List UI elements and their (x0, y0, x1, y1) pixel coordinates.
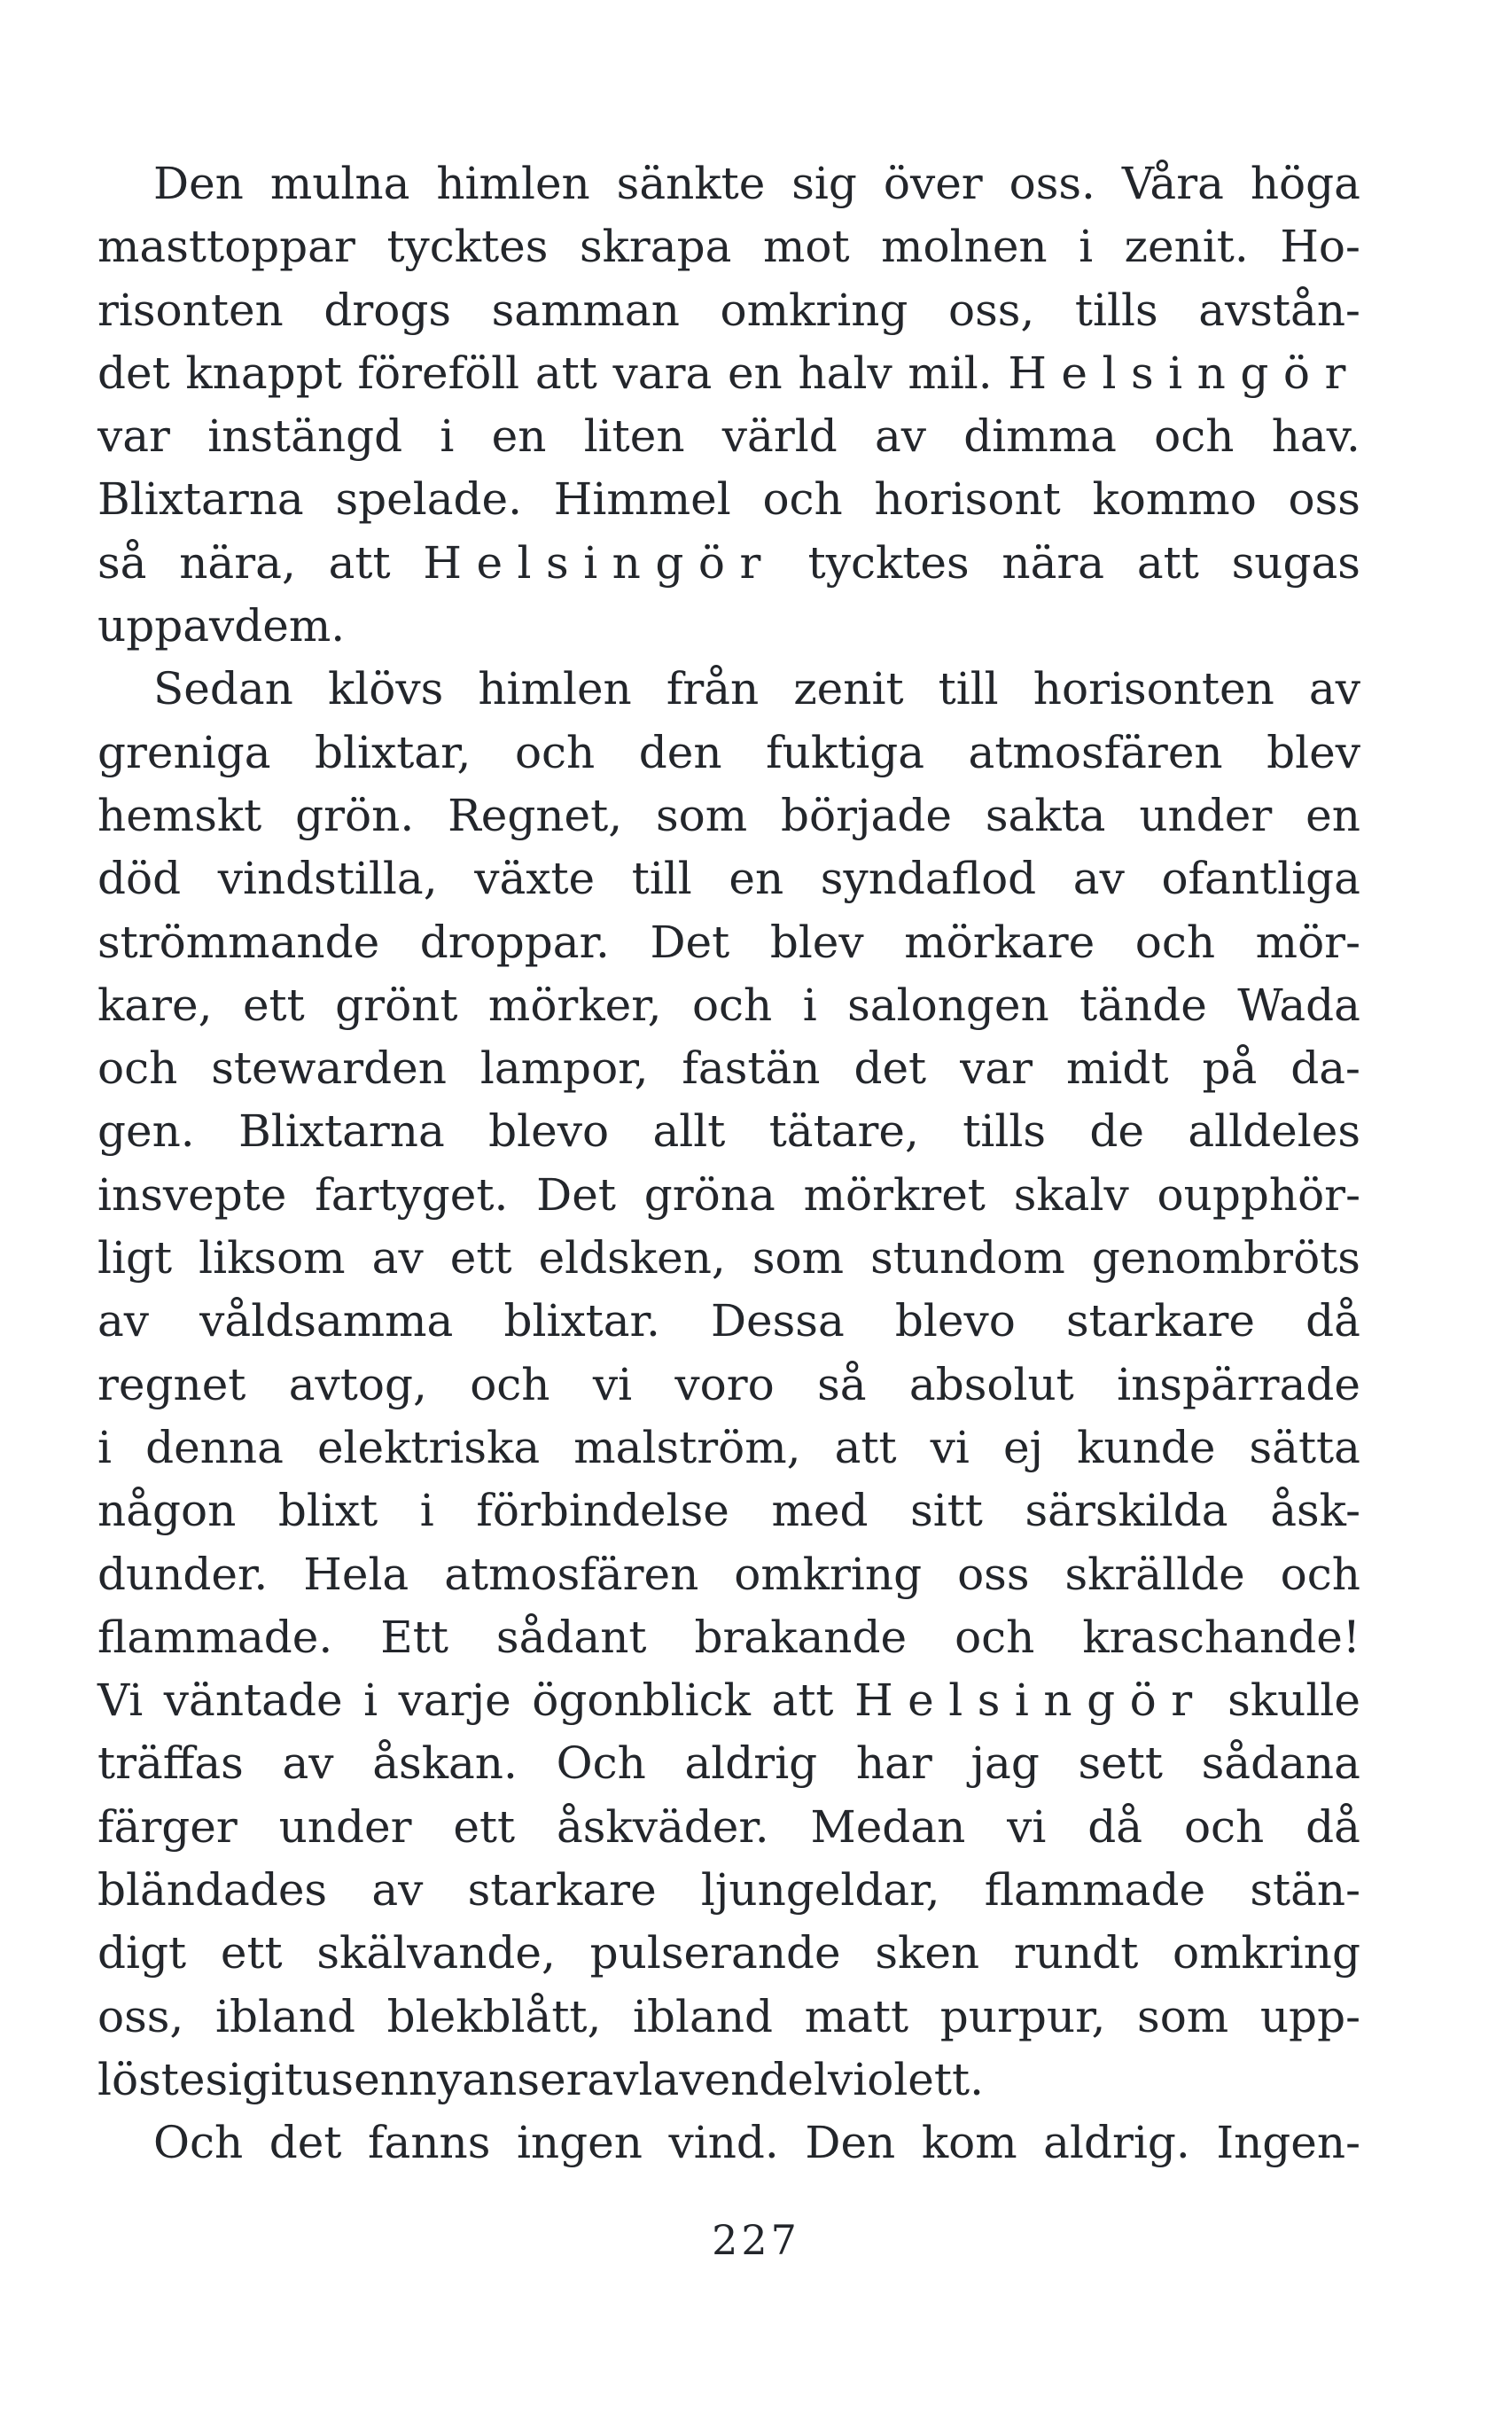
word: Medan (810, 1800, 966, 1853)
word: flammade. (97, 1611, 333, 1663)
word: atmosfären (968, 726, 1223, 778)
word: åskan. (372, 1737, 518, 1790)
word: i (1079, 221, 1094, 273)
word: av (97, 1295, 150, 1347)
word: Himmel (553, 473, 731, 526)
word: denna (145, 1421, 284, 1473)
word: blixtar, (315, 726, 472, 778)
word: Den (153, 158, 244, 209)
word: sakta (985, 789, 1106, 841)
word: kunde (1077, 1421, 1216, 1473)
word: en (727, 347, 783, 399)
word: vi (592, 1358, 633, 1410)
word: i (440, 410, 455, 463)
word: till (938, 663, 999, 715)
word: malström, (573, 1421, 801, 1473)
word: avtog, (288, 1358, 427, 1410)
text-line (97, 2112, 1360, 2174)
word: och (691, 979, 773, 1031)
word: Det (536, 1168, 616, 1221)
word: det (853, 1042, 927, 1095)
word: av (371, 1232, 424, 1284)
body-text (97, 152, 1360, 2175)
word: mil. (908, 347, 993, 399)
word: mot (762, 221, 850, 273)
word: masttoppar (97, 221, 355, 273)
word: aldrig. (1043, 2117, 1190, 2169)
word: omkring (1173, 1927, 1360, 1979)
word: sänkte (616, 158, 766, 209)
word: nyanser (408, 2053, 588, 2105)
text-line (97, 468, 1360, 531)
word: att (771, 1674, 834, 1727)
word: blevo (894, 1295, 1016, 1347)
word: i (97, 1421, 112, 1473)
text-line (97, 1354, 1360, 1417)
word: som (752, 1232, 845, 1284)
word: oss. (1009, 158, 1095, 209)
text-line (97, 532, 1360, 595)
word: nära (1002, 536, 1105, 589)
text-line (97, 658, 1360, 721)
word: voro (674, 1358, 775, 1410)
word: grön. (295, 789, 415, 841)
word: Den (805, 2117, 896, 2169)
word: av (183, 600, 235, 652)
word: tusen (284, 2053, 409, 2105)
word: genombröts (1091, 1232, 1360, 1284)
word: förbindelse (476, 1485, 729, 1537)
word: av (875, 410, 927, 463)
word: risonten (97, 284, 284, 336)
word: vara (612, 347, 713, 399)
word: stän- (1250, 1864, 1360, 1916)
word: höga (1250, 158, 1360, 209)
word: vi (1007, 1800, 1047, 1853)
word: sådana (1201, 1737, 1360, 1790)
word: syndaflod (820, 853, 1037, 905)
word: träffas (97, 1737, 244, 1790)
word: det (97, 347, 170, 399)
text-line (97, 1986, 1360, 2049)
word: insvepte (97, 1168, 287, 1221)
word: värld (721, 410, 838, 463)
word: blevo (488, 1105, 610, 1158)
word: det (269, 2117, 342, 2169)
word: droppar. (419, 916, 610, 968)
text-line (97, 1417, 1360, 1479)
word: midt (1065, 1042, 1169, 1095)
text-line (97, 152, 1360, 215)
text-line (97, 1732, 1360, 1795)
word: kraschande! (1082, 1611, 1360, 1663)
word: Och (556, 1737, 646, 1790)
word: på (1202, 1042, 1258, 1095)
word: flammade (984, 1864, 1206, 1916)
word: och (97, 1042, 178, 1095)
word: fartyget. (315, 1168, 509, 1221)
word: började (781, 789, 952, 841)
word: horisonten (1033, 663, 1274, 715)
word: knappt (185, 347, 342, 399)
word: mör- (1255, 916, 1360, 968)
word: lampor, (479, 1042, 649, 1095)
word: Hela (303, 1548, 409, 1600)
word: under (278, 1800, 412, 1853)
word: brakande (694, 1611, 908, 1663)
word: en (729, 853, 784, 905)
word: hemskt (97, 789, 262, 841)
word: starkare (1065, 1295, 1255, 1347)
word: tills (1074, 284, 1158, 336)
word: var (97, 410, 170, 463)
word: de (1089, 1105, 1144, 1158)
word: tände (1079, 979, 1207, 1031)
word: upp (97, 600, 183, 652)
word: allt (652, 1105, 726, 1158)
word: blev (769, 916, 864, 968)
word: skrällde (1064, 1548, 1245, 1600)
word: har (855, 1737, 932, 1790)
text-line (97, 1037, 1360, 1100)
word: Wada (1237, 979, 1360, 1031)
word: löste (97, 2053, 206, 2105)
word: Ho- (1280, 221, 1360, 273)
word: liten (583, 410, 685, 463)
word: inspärrade (1117, 1358, 1360, 1410)
text-line (97, 595, 1360, 658)
word: vi (930, 1421, 970, 1473)
word: klövs (327, 663, 444, 715)
word: åsk- (1270, 1485, 1360, 1537)
word: sig (791, 158, 857, 209)
word: våldsamma (199, 1295, 454, 1347)
word: kom (921, 2117, 1017, 2169)
word: att (534, 347, 597, 399)
text-line (97, 1796, 1360, 1859)
word: molnen (881, 221, 1048, 273)
word: ett (242, 979, 305, 1031)
word: grönt (335, 979, 458, 1031)
word: greniga (97, 726, 271, 778)
word: i (419, 1485, 434, 1537)
word: blixtar. (503, 1295, 660, 1347)
word: då (1305, 1800, 1360, 1853)
word: skälvande, (316, 1927, 556, 1979)
word: Regnet, (448, 789, 623, 841)
word: Dessa (710, 1295, 845, 1347)
word: gen. (97, 1105, 195, 1158)
word: vindstilla, (217, 853, 438, 905)
word: och (1183, 1800, 1265, 1853)
word: ibland (214, 1990, 355, 2042)
word: som (1137, 1990, 1229, 2042)
word: oss, (947, 284, 1035, 336)
word: hav. (1271, 410, 1360, 463)
word: ögonblick (532, 1674, 751, 1727)
word: ett (220, 1927, 283, 1979)
text-line (97, 722, 1360, 785)
word: halv (798, 347, 892, 399)
word: elektriska (316, 1421, 541, 1473)
word: lavendelviolett. (638, 2053, 984, 2105)
text-line (97, 405, 1360, 468)
word: från (666, 663, 760, 715)
text-line (97, 2049, 1360, 2112)
word: i (802, 979, 817, 1031)
word: att (328, 536, 391, 589)
word: dimma (963, 410, 1117, 463)
word: oss (1288, 473, 1360, 526)
word: bländades (97, 1864, 328, 1916)
word: tätare, (768, 1105, 919, 1158)
word: digt (97, 1927, 187, 1979)
word: sätta (1249, 1421, 1360, 1473)
word: himlen (478, 663, 632, 715)
word: sken (875, 1927, 980, 1979)
word: blekblått, (386, 1990, 602, 2042)
text-line (97, 1100, 1360, 1163)
word: atmosfären (444, 1548, 699, 1600)
word: och (1280, 1548, 1360, 1600)
word: ej (1002, 1421, 1044, 1473)
word: så (817, 1358, 867, 1410)
text-line (97, 911, 1360, 974)
word: Helsingör (423, 536, 775, 589)
word: regnet (97, 1358, 246, 1410)
word: fuktiga (766, 726, 925, 778)
word: till (631, 853, 692, 905)
word: av (1072, 853, 1125, 905)
word: över (883, 158, 983, 209)
word: Det (650, 916, 730, 968)
text-line (97, 785, 1360, 847)
text-line (97, 1227, 1360, 1290)
word: avstån- (1198, 284, 1360, 336)
word: Helsingör (1008, 347, 1360, 399)
word: av (282, 1737, 334, 1790)
word: blev (1266, 726, 1360, 778)
word: stewarden (211, 1042, 447, 1095)
word: Vi (97, 1674, 144, 1727)
word: jag (970, 1737, 1040, 1790)
word: växte (474, 853, 596, 905)
word: den (638, 726, 722, 778)
word: da- (1290, 1042, 1360, 1095)
word: skrapa (579, 221, 732, 273)
word: åskväder. (556, 1800, 769, 1853)
word: en (1305, 789, 1360, 841)
word: samman (491, 284, 680, 336)
word: ett (453, 1800, 516, 1853)
word: var (960, 1042, 1033, 1095)
word: Helsingör (854, 1674, 1207, 1727)
word: skulle (1228, 1674, 1360, 1727)
word: absolut (908, 1358, 1074, 1410)
word: mörker, (487, 979, 662, 1031)
word: oss (957, 1548, 1030, 1600)
word: som (655, 789, 748, 841)
word: zenit. (1124, 221, 1249, 273)
word: strömmande (97, 916, 380, 968)
word: och (470, 1358, 550, 1410)
word: sig (205, 2053, 271, 2105)
word: blixt (277, 1485, 378, 1537)
word: gröna (643, 1168, 775, 1221)
word: fastän (682, 1042, 821, 1095)
word: eldsken, (538, 1232, 726, 1284)
word: dunder. (97, 1548, 269, 1600)
word: omkring (734, 1548, 923, 1600)
text-line (97, 1290, 1360, 1353)
word: Ingen- (1216, 2117, 1360, 2169)
word: av (1308, 663, 1360, 715)
word: död (97, 853, 182, 905)
word: skalv (1013, 1168, 1129, 1221)
word: tills (963, 1105, 1047, 1158)
word: att (834, 1421, 897, 1473)
word: oss, (97, 1990, 184, 2042)
text-line (97, 847, 1360, 910)
word: kommo (1092, 473, 1257, 526)
word: drogs (323, 284, 452, 336)
word: då (1305, 1295, 1360, 1347)
word: och (514, 726, 596, 778)
word: Och (153, 2117, 244, 2169)
word: föreföll (357, 347, 520, 399)
word: så (97, 536, 147, 589)
word: ett (449, 1232, 512, 1284)
text-line (97, 1922, 1360, 1985)
word: zenit (793, 663, 904, 715)
word: aldrig (684, 1737, 818, 1790)
word: då (1087, 1800, 1143, 1853)
word: Våra (1121, 158, 1224, 209)
word: rundt (1013, 1927, 1139, 1979)
word: en (491, 410, 547, 463)
word: ligt (97, 1232, 173, 1284)
word: särskilda (1025, 1485, 1228, 1537)
word: sett (1078, 1737, 1163, 1790)
word: ljungeldar, (700, 1864, 940, 1916)
text-line (97, 1859, 1360, 1922)
word: sådant (495, 1611, 647, 1663)
page-number: 227 (712, 2216, 800, 2264)
word: sugas (1231, 536, 1360, 589)
word: färger (97, 1800, 238, 1853)
word: spelade. (335, 473, 523, 526)
word: av (371, 1864, 424, 1916)
word: instängd (207, 410, 403, 463)
word: mörkare (904, 916, 1095, 968)
word: starkare (467, 1864, 657, 1916)
word: Blixtarna (238, 1105, 445, 1158)
word: upp- (1259, 1990, 1360, 2042)
word: Sedan (153, 663, 293, 715)
word: ofantliga (1161, 853, 1360, 905)
word: och (762, 473, 843, 526)
word: horisont (874, 473, 1061, 526)
word: oupphör- (1157, 1168, 1360, 1221)
text-line (97, 974, 1360, 1037)
word: mulna (269, 158, 410, 209)
text-line (97, 215, 1360, 278)
text-line (97, 1479, 1360, 1542)
word: pulserande (589, 1927, 841, 1979)
word: vind. (668, 2117, 779, 2169)
word: dem. (234, 600, 346, 652)
word: och (1154, 410, 1235, 463)
word: salongen (847, 979, 1049, 1031)
word: och (1134, 916, 1216, 968)
word: sitt (910, 1485, 983, 1537)
word: ingen (516, 2117, 643, 2169)
word: purpur, (939, 1990, 1106, 2042)
word: att (1136, 536, 1199, 589)
word: tycktes (386, 221, 549, 273)
word: tycktes (807, 536, 970, 589)
word: under (1139, 789, 1273, 841)
word: av (587, 2053, 639, 2105)
word: Blixtarna (97, 473, 304, 526)
word: liksom (199, 1232, 346, 1284)
word: himlen (436, 158, 590, 209)
text-line (97, 1164, 1360, 1227)
word: Ett (380, 1611, 448, 1663)
word: mörkret (803, 1168, 986, 1221)
word: varje (398, 1674, 511, 1727)
word: kare, (97, 979, 213, 1031)
word: någon (97, 1485, 237, 1537)
text-line (97, 1543, 1360, 1606)
word: väntade (163, 1674, 343, 1727)
word: matt (804, 1990, 909, 2042)
word: nära, (179, 536, 296, 589)
word: fanns (368, 2117, 491, 2169)
word: med (771, 1485, 869, 1537)
text-line (97, 279, 1360, 342)
text-line (97, 1669, 1360, 1732)
word: i (270, 2053, 285, 2105)
word: och (955, 1611, 1035, 1663)
text-line (97, 342, 1360, 405)
word: i (363, 1674, 378, 1727)
word: stundom (870, 1232, 1065, 1284)
word: ibland (633, 1990, 774, 2042)
text-line (97, 1606, 1360, 1669)
word: alldeles (1188, 1105, 1360, 1158)
word: omkring (720, 284, 908, 336)
